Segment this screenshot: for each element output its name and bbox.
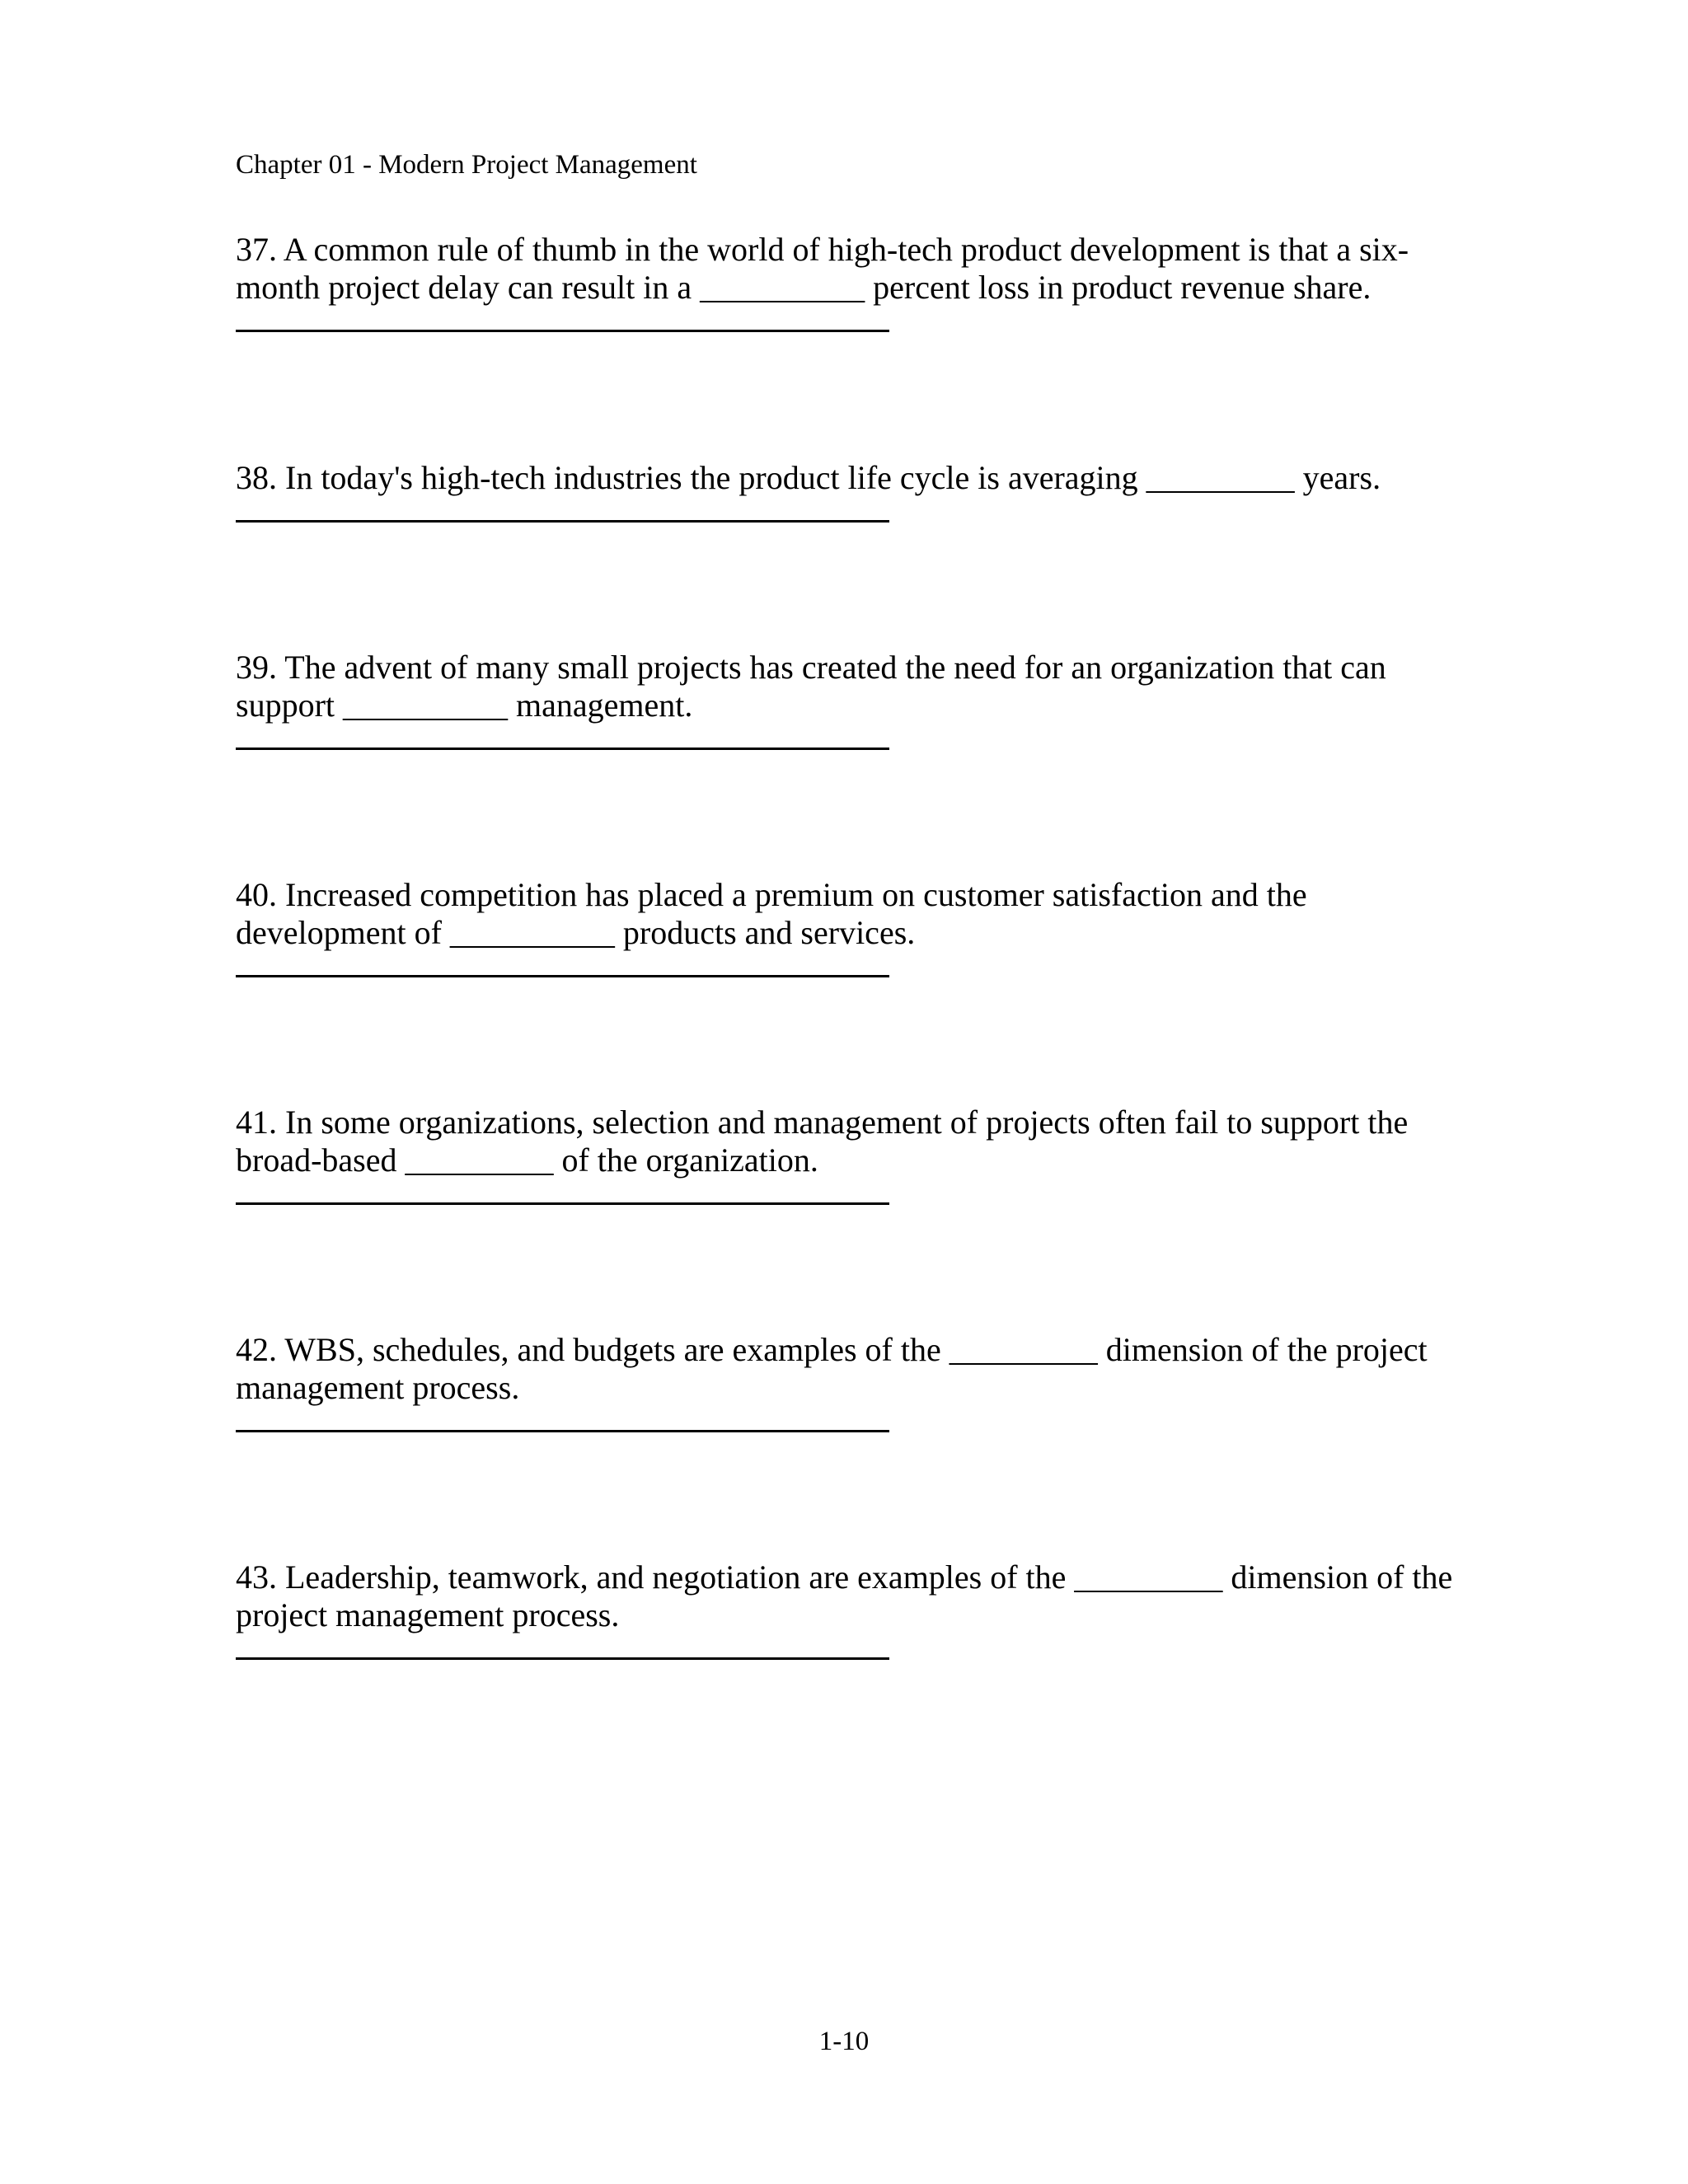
question-text: [236, 1558, 1472, 1634]
page-number: 1-10: [818, 2027, 870, 2056]
answer-blank-line: [236, 748, 889, 750]
question-text: [236, 876, 1472, 952]
question-37: [236, 231, 1472, 332]
question-40: [236, 876, 1472, 977]
question-line: 37. A common rule of thumb in the world of high-tech product development is that a six-: [236, 231, 1409, 268]
question-line: 38. In today's high-tech industries the product life cycle is averaging _________ years.: [236, 459, 1381, 496]
answer-blank-line: [236, 1430, 889, 1432]
question-line: management process.: [236, 1369, 520, 1406]
question-line: broad-based _________ of the organization.: [236, 1141, 818, 1179]
question-text: [236, 1331, 1472, 1407]
question-39: [236, 649, 1472, 750]
question-line: support __________ management.: [236, 687, 693, 724]
question-38: [236, 459, 1472, 523]
question-43: [236, 1558, 1472, 1660]
page-header: Chapter 01 - Modern Project Management: [236, 150, 697, 180]
answer-blank-line: [236, 1657, 889, 1660]
question-text: [236, 1104, 1472, 1179]
answer-blank-line: [236, 330, 889, 332]
question-line: 40. Increased competition has placed a premium on customer satisfaction and the: [236, 876, 1307, 913]
question-line: development of __________ products and services.: [236, 914, 916, 951]
question-line: project management process.: [236, 1596, 620, 1633]
question-text: [236, 459, 1472, 497]
question-42: [236, 1331, 1472, 1432]
question-41: [236, 1104, 1472, 1205]
question-line: 41. In some organizations, selection and management of projects often fail to support the: [236, 1104, 1409, 1141]
answer-blank-line: [236, 1202, 889, 1205]
question-text: [236, 231, 1472, 307]
answer-blank-line: [236, 520, 889, 523]
question-line: 42. WBS, schedules, and budgets are examples of the _________ dimension of the project: [236, 1331, 1428, 1368]
question-line: month project delay can result in a __________ percent loss in product revenue share.: [236, 269, 1372, 306]
question-line: 39. The advent of many small projects has created the need for an organization that can: [236, 649, 1386, 686]
question-text: [236, 649, 1472, 724]
answer-blank-line: [236, 975, 889, 977]
question-line: 43. Leadership, teamwork, and negotiation are examples of the _________ dimension of the: [236, 1558, 1453, 1596]
